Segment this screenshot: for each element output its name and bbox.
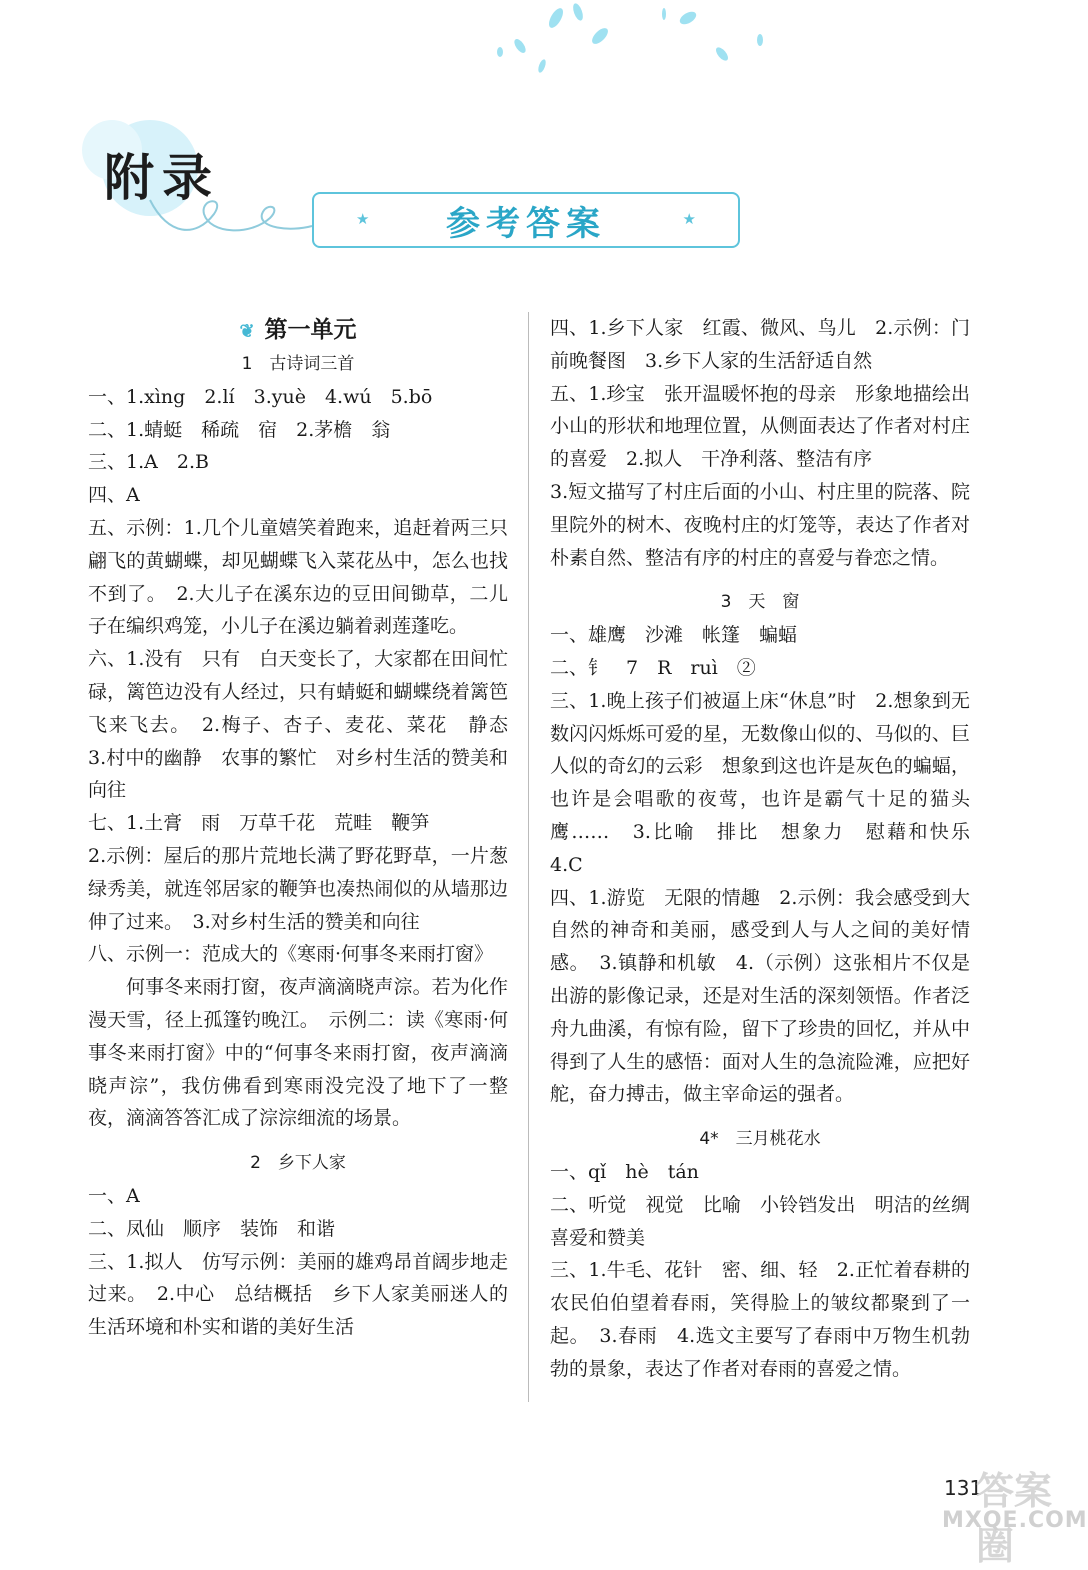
- lesson-title: 4* 三月桃花水: [699, 1129, 821, 1150]
- answer-line: 一、qǐ hè tán: [550, 1160, 699, 1183]
- answer-line: 一、雄鹰 沙滩 帐篷 蝙蝠: [550, 624, 798, 647]
- answer-line: 二、1.蜻蜓 稀疏 宿 2.茅檐 翁: [88, 418, 391, 441]
- answer-line: 八、示例一：范成大的《寒雨·何事冬来雨打窗》: [88, 943, 494, 966]
- answer-line: 三、1.晚上孩子们被逼上床“休息”时 2.想象到无数闪闪烁烁可爱的星，无数像山似的、马似的、巨人似的奇幻的云彩 想象到这也许是灰色的蝙蝠，也许是会唱歌的夜莺，也许是霸气十足的猫头鹰…… 3.比喻 排比 想象力 慰藉和快乐 4.C: [550, 689, 990, 876]
- appendix-title: 附录: [104, 149, 220, 207]
- answer-line: 四、1.乡下人家 红霞、微风、鸟儿 2.示例：门前晚餐图 3.乡下人家的生活舒适自然: [550, 317, 970, 372]
- right-column: [550, 312, 990, 1386]
- lesson-title: 1 古诗词三首: [241, 354, 355, 374]
- lesson-title: 2 乡下人家: [250, 1153, 346, 1174]
- star-icon: ★: [682, 210, 696, 228]
- answer-line: 一、A: [88, 1184, 140, 1207]
- answer-line: 七、1.土膏 雨 万草千花 荒畦 鞭笋: [88, 812, 430, 835]
- answer-banner: [312, 192, 740, 248]
- poem-answer: 何事冬来雨打窗，夜声滴滴晓声淙。若为化作漫天雪，径上孤篷钓晚江。 示例二：读《寒雨·何事冬来雨打窗》中的“何事冬来雨打窗，夜声滴滴晓声淙”，我仿佛看到寒雨没完没了地下了一整夜，滴滴答答汇成了淙淙细流的场景。: [88, 976, 508, 1130]
- watermark-logo: 答案圈: [976, 1469, 1053, 1568]
- answer-line: 三、1.A 2.B: [88, 451, 209, 474]
- answer-line: 五、示例：1.几个儿童嬉笑着跑来，追赶着两三只翩飞的黄蝴蝶，却见蝴蝶飞入菜花丛中，怎么也找不到了。 2.大儿子在溪东边的豆田间锄草，二儿子在编织鸡笼，小儿子在溪边躺着剥莲蓬吃。: [88, 516, 508, 638]
- answer-line: 二、钅 7 R ruì ②: [550, 656, 756, 679]
- answer-line: 3.短文描写了村庄后面的小山、村庄里的院落、院里院外的树木、夜晚村庄的灯笼等，表达了作者对朴素自然、整洁有序的村庄的喜爱与眷恋之情。: [550, 480, 970, 569]
- banner-label: 参考答案: [446, 203, 606, 244]
- unit-title: 第一单元: [264, 316, 357, 343]
- answer-line: 二、凤仙 顺序 装饰 和谐: [88, 1217, 336, 1240]
- answer-line: 五、1.珍宝 张开温暖怀抱的母亲 形象地描绘出小山的形状和地理位置，从侧面表达了作者对村庄的喜爱 2.拟人 干净利落、整洁有序: [550, 382, 970, 471]
- answer-line: 三、1.拟人 仿写示例：美丽的雄鸡昂首阔步地走过来。 2.中心 总结概括 乡下人家美丽迷人的生活环境和朴实和谐的美好生活: [88, 1250, 508, 1339]
- answer-line: 一、1.xìng 2.lí 3.yuè 4.wú 5.bō: [88, 385, 433, 408]
- answer-line: 六、1.没有 只有 白天变长了，大家都在田间忙碌，篱笆边没有人经过，只有蜻蜓和蝴蝶绕着篱笆飞来飞去。 2.梅子、杏子、麦花、菜花 静态 3.村中的幽静 农事的繁忙 对乡村生活的赞美和向往: [88, 648, 528, 802]
- watermark-url: MXQE.COM: [942, 1508, 1088, 1533]
- answer-line: 四、1.游览 无限的情趣 2.示例：我会感受到大自然的神奇和美丽，感受到人与人之间的美好情感。 3.镇静和机敏 4.（示例）这张相片不仅是出游的影像记录，还是对生活的深刻领悟。作者泛舟九曲溪，有惊有险，留下了珍贵的回忆，并从中得到了人生的感悟：面对人生的急流险滩，应把好舵，奋力搏击，做主宰命运的强者。: [550, 886, 970, 1106]
- answer-line: 二、听觉 视觉 比喻 小铃铛发出 明洁的丝绸 喜爱和赞美: [550, 1193, 990, 1249]
- unit-heading: [88, 312, 508, 348]
- star-icon: ★: [356, 210, 370, 228]
- answer-line: 三、1.牛毛、花针 密、细、轻 2.正忙着春耕的农民伯伯望着春雨，笑得脸上的皱纹都聚到了一起。 3.春雨 4.选文主要写了春雨中万物生机勃勃的景象，表达了作者对春雨的喜爱之情。: [550, 1259, 970, 1380]
- leaf-icon: ❦: [239, 321, 255, 342]
- answer-line: 四、A: [88, 484, 140, 507]
- page-number: 131: [944, 1476, 983, 1500]
- column-divider: [528, 312, 529, 1402]
- lesson-title: 3 天 窗: [720, 592, 800, 613]
- left-column: [88, 312, 528, 1344]
- answer-line: 2.示例：屋后的那片荒地长满了野花野草，一片葱绿秀美，就连邻居家的鞭笋也凑热闹似的从墙那边伸了过来。 3.对乡村生活的赞美和向往: [88, 844, 508, 933]
